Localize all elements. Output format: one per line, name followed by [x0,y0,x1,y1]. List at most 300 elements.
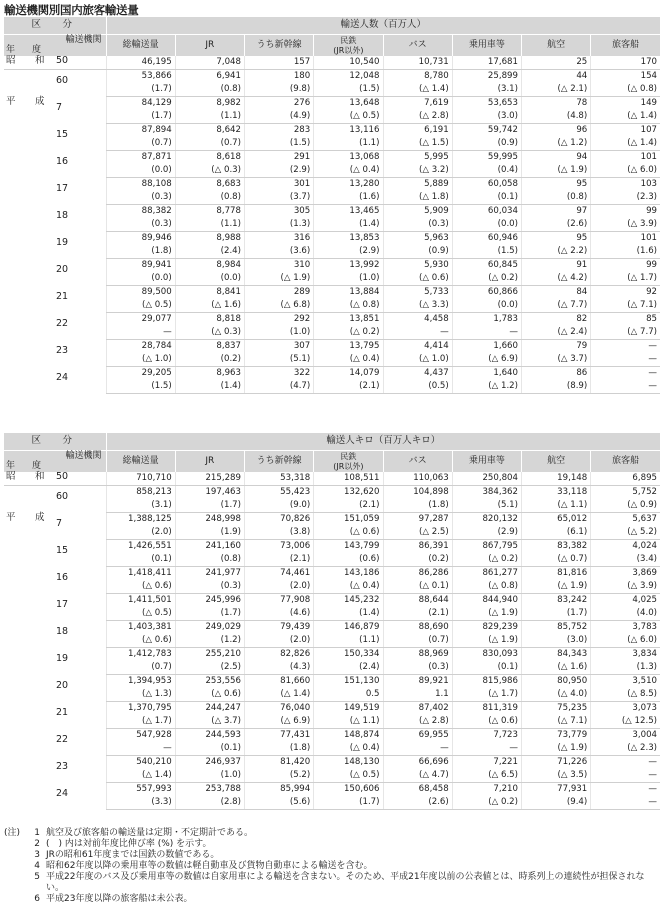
table-row [4,513,660,527]
growth-cell: (△ 2.8) [383,110,452,124]
value-cell: 8,837 [175,340,244,354]
value-cell: 17,681 [452,56,521,70]
value-cell: 1,640 [452,367,521,381]
column-header: JR [175,35,244,57]
growth-cell: (1.8) [245,742,314,756]
value-cell: 8,841 [175,286,244,300]
growth-cell: (2.3) [591,191,660,205]
value-cell: 13,884 [314,286,383,300]
value-cell: 145,232 [314,594,383,608]
growth-cell: (1.7) [106,110,175,124]
growth-cell: — [591,796,660,810]
value-cell: 8,963 [175,367,244,381]
growth-cell: (0.8) [175,553,244,567]
value-cell: 91 [522,259,591,273]
growth-cell: (△ 1.4) [383,83,452,97]
note-number: 4 [34,861,40,871]
value-cell: 5,963 [383,232,452,246]
note-item [4,839,660,850]
value-cell: 150,606 [314,783,383,797]
growth-cell: (6.1) [522,526,591,540]
growth-cell: (1.6) [314,191,383,205]
table-row [4,56,660,70]
value-cell: 3,510 [591,675,660,689]
value-cell: 88,108 [106,178,175,192]
growth-cell: (5.2) [245,769,314,783]
growth-cell: (1.6) [591,245,660,259]
growth-cell: (△ 0.8) [591,83,660,97]
table-row [4,313,660,327]
column-header: 総輸送量 [106,451,175,473]
growth-cell: (△ 1.9) [452,607,521,621]
growth-cell: (△ 6.9) [245,715,314,729]
growth-cell: (1.7) [106,83,175,97]
note-number: 3 [34,850,40,860]
growth-cell: (△ 7.7) [591,326,660,340]
growth-cell: (△ 1.6) [522,661,591,675]
fiscal-year: 24 [56,371,69,383]
growth-cell: (1.5) [245,137,314,151]
value-cell: 151,059 [314,513,383,527]
value-cell: 78 [522,97,591,111]
growth-cell: (△ 0.8) [452,580,521,594]
page-title: 輸送機関別国内旅客輸送量 [4,3,139,17]
year-cell [4,178,106,205]
fiscal-year: 23 [56,760,69,772]
growth-cell: (△ 2.4) [522,326,591,340]
growth-cell: (△ 0.8) [314,299,383,313]
value-cell: 844,940 [452,594,521,608]
growth-cell: — [383,326,452,340]
column-header: JR [175,451,244,473]
growth-cell: (4.3) [245,661,314,675]
growth-cell: (△ 0.6) [383,272,452,286]
growth-cell: (△ 1.4) [245,688,314,702]
growth-cell: (1.7) [175,607,244,621]
year-cell [4,340,106,367]
growth-cell: (0.8) [175,83,244,97]
growth-cell: (0.3) [106,191,175,205]
value-cell: 29,077 [106,313,175,327]
value-cell: 7,210 [452,783,521,797]
value-cell: 8,984 [175,259,244,273]
value-cell: 70,826 [245,513,314,527]
value-cell: 68,458 [383,783,452,797]
notes-label [4,850,30,861]
growth-cell: (△ 0.1) [383,580,452,594]
value-cell: 44 [522,70,591,84]
notes-label: (注) [4,828,21,838]
growth-cell: (1.5) [452,245,521,259]
value-cell: 1,411,501 [106,594,175,608]
value-cell: 13,068 [314,151,383,165]
value-cell: 77,431 [245,729,314,743]
year-cell [4,621,106,648]
year-cell [4,594,106,621]
growth-cell: (△ 0.6) [106,580,175,594]
value-cell: 241,160 [175,540,244,554]
fiscal-year: 50 [56,55,69,66]
passenger-count-table [4,17,660,394]
value-cell: 5,752 [591,486,660,500]
value-cell: 59,995 [452,151,521,165]
value-cell: 710,710 [106,472,175,486]
growth-cell: (△ 1.9) [452,634,521,648]
growth-cell: (△ 0.3) [175,164,244,178]
value-cell: 80,950 [522,675,591,689]
value-cell: 76,040 [245,702,314,716]
value-cell: — [591,340,660,354]
value-cell: 53,866 [106,70,175,84]
value-cell: 3,869 [591,567,660,581]
growth-cell: (0.1) [175,742,244,756]
growth-cell: (2.6) [522,218,591,232]
growth-cell: (△ 4.0) [522,688,591,702]
value-cell: 384,362 [452,486,521,500]
year-cell [4,783,106,810]
growth-cell: (△ 0.6) [175,688,244,702]
value-cell: 1,660 [452,340,521,354]
value-cell: 1,783 [452,313,521,327]
fiscal-year: 15 [56,128,69,140]
value-cell: 25 [522,56,591,70]
value-cell: 99 [591,259,660,273]
value-cell: 7,619 [383,97,452,111]
value-cell: 7,221 [452,756,521,770]
growth-cell: (0.0) [175,272,244,286]
column-header: 旅客船 [591,35,660,57]
growth-cell: (0.1) [452,661,521,675]
growth-cell: (0.0) [106,272,175,286]
growth-cell: (2.9) [314,245,383,259]
fiscal-year: 19 [56,236,69,248]
value-cell: 3,834 [591,648,660,662]
value-cell: 74,461 [245,567,314,581]
growth-cell: (2.0) [245,634,314,648]
value-cell: 149 [591,97,660,111]
value-cell: 8,818 [175,313,244,327]
note-number: 6 [34,894,40,904]
notes-section [4,828,660,905]
value-cell: 75,235 [522,702,591,716]
value-cell: 13,992 [314,259,383,273]
table-row [4,151,660,165]
value-cell: 4,458 [383,313,452,327]
value-cell: 84,129 [106,97,175,111]
growth-cell: (1.7) [175,499,244,513]
value-cell: 12,048 [314,70,383,84]
value-cell: 65,012 [522,513,591,527]
value-cell: 82 [522,313,591,327]
growth-cell: (3.0) [452,110,521,124]
growth-cell: (1.5) [106,380,175,394]
growth-cell: (4.0) [591,607,660,621]
fiscal-year: 15 [56,544,69,556]
table-row [4,594,660,608]
value-cell: 1,418,411 [106,567,175,581]
table-row [4,367,660,381]
value-cell: 71,226 [522,756,591,770]
value-cell: 25,899 [452,70,521,84]
value-cell: 246,937 [175,756,244,770]
value-cell: — [591,783,660,797]
fiscal-year: 60 [56,491,69,502]
value-cell: 85 [591,313,660,327]
growth-cell: (△ 0.7) [522,553,591,567]
growth-cell: (△ 2.8) [383,715,452,729]
value-cell: 244,593 [175,729,244,743]
growth-cell: (0.3) [383,218,452,232]
year-label: 年 度 [6,45,46,56]
era-label: 平 成 [6,511,50,523]
era-label: 平 成 [6,95,50,107]
header-row [4,433,660,451]
value-cell: 289 [245,286,314,300]
table-row [4,70,660,84]
value-cell: 5,889 [383,178,452,192]
year-cell [4,675,106,702]
growth-cell: (△ 0.2) [452,272,521,286]
growth-cell: (1.3) [245,218,314,232]
value-cell: 244,247 [175,702,244,716]
fiscal-year: 24 [56,787,69,799]
growth-cell: (9.8) [245,83,314,97]
value-cell: 53,318 [245,472,314,486]
growth-cell: (△ 1.9) [522,580,591,594]
growth-cell: (△ 2.1) [522,83,591,97]
note-text: ( ) 内は対前年度比伸び率 (%) を示す。 [46,839,212,849]
value-cell: 829,239 [452,621,521,635]
growth-cell: (△ 3.3) [383,299,452,313]
year-cell [4,472,106,486]
notes-label [4,872,30,894]
fiscal-year: 50 [56,471,69,482]
column-header: 総輸送量 [106,35,175,57]
column-header-row [4,35,660,57]
growth-cell: — [452,742,521,756]
value-cell: 157 [245,56,314,70]
growth-cell: (2.0) [106,526,175,540]
growth-cell: (△ 1.4) [591,110,660,124]
column-header: バス [383,451,452,473]
agency-label: 輸送機関 [65,451,102,461]
fiscal-year: 23 [56,344,69,356]
year-label: 年 度 [6,461,46,472]
value-cell: 103 [591,178,660,192]
fiscal-year: 19 [56,652,69,664]
value-cell: 307 [245,340,314,354]
value-cell: 87,871 [106,151,175,165]
column-header-row [4,451,660,473]
value-cell: 28,784 [106,340,175,354]
growth-cell: (△ 3.7) [522,353,591,367]
growth-cell: (△ 0.5) [106,299,175,313]
value-cell: 276 [245,97,314,111]
year-cell [4,567,106,594]
table-row [4,540,660,554]
category-label: 区 分 [31,435,78,447]
table-row [4,205,660,219]
value-cell: 292 [245,313,314,327]
table-row [4,486,660,500]
table-title: 輸送人数（百万人） [106,17,660,35]
fiscal-year: 60 [56,75,69,86]
value-cell: 19,148 [522,472,591,486]
value-cell: 5,995 [383,151,452,165]
growth-cell: (△ 0.5) [314,110,383,124]
fiscal-year: 21 [56,290,69,302]
year-cell [4,259,106,286]
value-cell: 1,403,381 [106,621,175,635]
column-header: 航空 [522,451,591,473]
growth-cell: (9.0) [245,499,314,513]
value-cell: 92 [591,286,660,300]
note-text: JRの昭和61年度までは国鉄の数値である。 [46,850,220,860]
growth-cell: (1.8) [383,499,452,513]
growth-cell: (0.3) [175,580,244,594]
growth-cell: (△ 6.0) [591,634,660,648]
table-row [4,286,660,300]
growth-cell: (0.3) [106,218,175,232]
value-cell: 151,130 [314,675,383,689]
growth-cell: (1.4) [175,380,244,394]
growth-cell: (△ 1.1) [314,715,383,729]
table-row [4,567,660,581]
growth-cell: (0.7) [175,137,244,151]
growth-cell: (△ 1.0) [383,353,452,367]
growth-cell: (1.9) [175,526,244,540]
value-cell: 4,024 [591,540,660,554]
value-cell: 820,132 [452,513,521,527]
value-cell: 557,993 [106,783,175,797]
table-row [4,232,660,246]
growth-cell: (△ 0.6) [452,715,521,729]
growth-cell: (2.4) [314,661,383,675]
growth-cell: 1.1 [383,688,452,702]
value-cell: 8,642 [175,124,244,138]
growth-cell: (△ 1.7) [591,272,660,286]
growth-cell: (△ 1.5) [383,137,452,151]
value-cell: 310 [245,259,314,273]
growth-cell: (1.0) [175,769,244,783]
note-text: 昭和62年度以降の乗用車等の数値は軽自動車及び貨物自動車による輸送を含む。 [46,861,373,871]
value-cell: 132,620 [314,486,383,500]
growth-cell: — [591,353,660,367]
growth-cell: (2.9) [452,526,521,540]
growth-cell: (△ 6.9) [452,353,521,367]
growth-cell: (0.5) [383,380,452,394]
growth-cell: (△ 1.4) [591,137,660,151]
notes-label [4,839,30,850]
growth-cell: (2.1) [383,607,452,621]
year-cell [4,756,106,783]
growth-cell: (△ 1.7) [106,715,175,729]
value-cell: 84 [522,286,591,300]
value-cell: 95 [522,178,591,192]
value-cell: 830,093 [452,648,521,662]
value-cell: 861,277 [452,567,521,581]
growth-cell: (2.1) [314,380,383,394]
growth-cell: (△ 1.4) [106,769,175,783]
value-cell: 1,426,551 [106,540,175,554]
growth-cell: (5.1) [245,353,314,367]
fiscal-year: 22 [56,733,69,745]
value-cell: 5,930 [383,259,452,273]
year-cell [4,286,106,313]
value-cell: 283 [245,124,314,138]
growth-cell: (△ 1.9) [522,164,591,178]
growth-cell: (△ 1.0) [106,353,175,367]
growth-cell: (1.1) [175,110,244,124]
value-cell: 148,874 [314,729,383,743]
value-cell: 79,439 [245,621,314,635]
notes-label [4,861,30,872]
value-cell: 3,073 [591,702,660,716]
growth-cell: (△ 1.2) [452,380,521,394]
growth-cell: (3.7) [245,191,314,205]
growth-cell: (△ 0.2) [452,796,521,810]
value-cell: 77,931 [522,783,591,797]
growth-cell: (△ 3.9) [591,580,660,594]
growth-cell: (3.6) [245,245,314,259]
growth-cell: (△ 3.9) [591,218,660,232]
value-cell: 245,996 [175,594,244,608]
growth-cell: (△ 0.4) [314,580,383,594]
value-cell: 55,423 [245,486,314,500]
table-row [4,340,660,354]
value-cell: 13,465 [314,205,383,219]
value-cell: 4,414 [383,340,452,354]
growth-cell: (1.1) [314,137,383,151]
agency-label: 輸送機関 [65,35,102,45]
fiscal-year: 16 [56,571,69,583]
value-cell: 5,637 [591,513,660,527]
value-cell: 148,130 [314,756,383,770]
growth-cell: (0.0) [452,299,521,313]
growth-cell: (△ 5.2) [591,526,660,540]
fiscal-year: 16 [56,155,69,167]
value-cell: 88,382 [106,205,175,219]
value-cell: 7,048 [175,56,244,70]
note-item [4,850,660,861]
growth-cell: (△ 0.6) [314,526,383,540]
growth-cell: (9.4) [522,796,591,810]
growth-cell: (0.8) [175,191,244,205]
value-cell: 86,391 [383,540,452,554]
value-cell: 59,742 [452,124,521,138]
value-cell: 81,816 [522,567,591,581]
note-item [4,828,660,839]
growth-cell: (1.1) [314,634,383,648]
growth-cell: (1.2) [175,634,244,648]
value-cell: 33,118 [522,486,591,500]
corner-header [4,35,106,57]
column-header: 乗用車等 [452,451,521,473]
value-cell: 83,382 [522,540,591,554]
growth-cell: (△ 1.2) [522,137,591,151]
value-cell: 1,370,795 [106,702,175,716]
value-cell: 8,618 [175,151,244,165]
value-cell: 1,388,125 [106,513,175,527]
growth-cell: (0.3) [383,661,452,675]
value-cell: 815,986 [452,675,521,689]
value-cell: 215,289 [175,472,244,486]
growth-cell: (2.0) [245,580,314,594]
growth-cell: (1.5) [314,83,383,97]
value-cell: — [591,367,660,381]
growth-cell: (△ 4.2) [522,272,591,286]
growth-cell: (△ 3.7) [175,715,244,729]
